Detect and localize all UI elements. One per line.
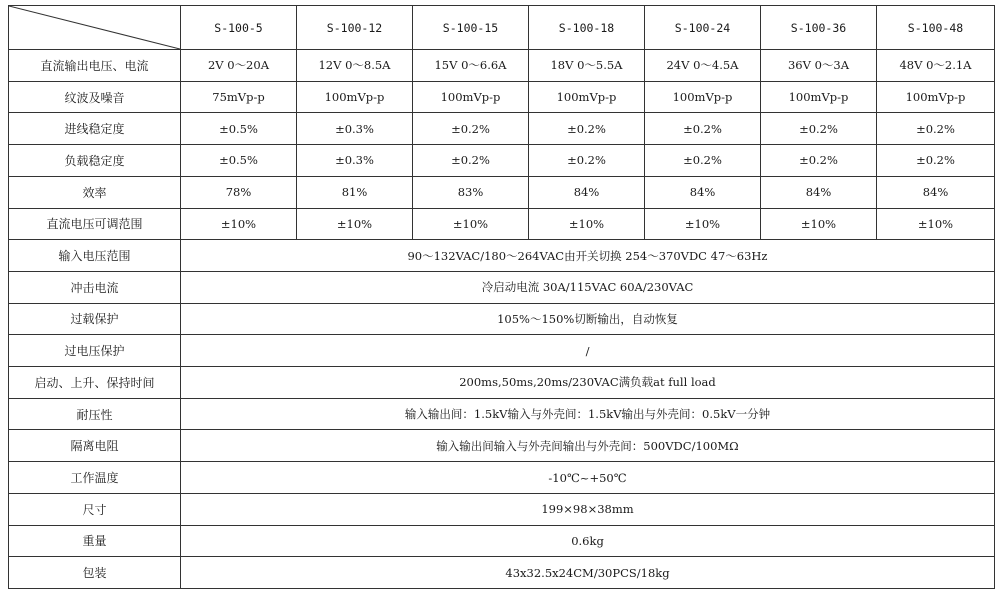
row-label: 过电压保护 bbox=[9, 335, 181, 367]
spec-value: ±10% bbox=[761, 208, 877, 240]
spec-value: 84% bbox=[529, 176, 645, 208]
spec-value: 24V 0～4.5A bbox=[645, 50, 761, 82]
model-header: S-100-18 bbox=[529, 6, 645, 50]
row-label: 效率 bbox=[9, 176, 181, 208]
common-value: 200ms,50ms,20ms/230VAC满负载at full load bbox=[181, 367, 995, 399]
spec-value: 100mVp-p bbox=[529, 81, 645, 113]
table-row bbox=[9, 176, 995, 208]
row-label: 冲击电流 bbox=[9, 271, 181, 303]
common-value: 冷启动电流 30A/115VAC 60A/230VAC bbox=[181, 271, 995, 303]
table-row bbox=[9, 303, 995, 335]
model-header: S-100-36 bbox=[761, 6, 877, 50]
spec-value: 15V 0～6.6A bbox=[413, 50, 529, 82]
spec-value: 36V 0～3A bbox=[761, 50, 877, 82]
row-label: 重量 bbox=[9, 525, 181, 557]
spec-value: 2V 0～20A bbox=[181, 50, 297, 82]
row-label: 尺寸 bbox=[9, 493, 181, 525]
table-row bbox=[9, 462, 995, 494]
row-label: 包装 bbox=[9, 557, 181, 589]
table-row bbox=[9, 398, 995, 430]
model-header: S-100-24 bbox=[645, 6, 761, 50]
row-label: 直流输出电压、电流 bbox=[9, 50, 181, 82]
spec-value: 84% bbox=[645, 176, 761, 208]
common-value: 105%～150%切断输出，自动恢复 bbox=[181, 303, 995, 335]
table-row bbox=[9, 493, 995, 525]
table-row bbox=[9, 335, 995, 367]
spec-value: ±10% bbox=[297, 208, 413, 240]
spec-value: ±0.2% bbox=[877, 145, 995, 177]
table-row bbox=[9, 367, 995, 399]
spec-value: ±0.2% bbox=[645, 145, 761, 177]
spec-value: ±0.2% bbox=[413, 113, 529, 145]
table-row bbox=[9, 525, 995, 557]
row-label: 耐压性 bbox=[9, 398, 181, 430]
common-value: / bbox=[181, 335, 995, 367]
table-row bbox=[9, 113, 995, 145]
spec-value: ±10% bbox=[877, 208, 995, 240]
spec-value: 100mVp-p bbox=[297, 81, 413, 113]
table-row bbox=[9, 430, 995, 462]
row-label: 纹波及噪音 bbox=[9, 81, 181, 113]
common-value: 199×98×38mm bbox=[181, 493, 995, 525]
row-label: 负载稳定度 bbox=[9, 145, 181, 177]
spec-value: ±0.2% bbox=[645, 113, 761, 145]
table-row bbox=[9, 240, 995, 272]
spec-value: ±0.2% bbox=[761, 145, 877, 177]
spec-value: ±0.2% bbox=[529, 113, 645, 145]
spec-value: ±0.3% bbox=[297, 113, 413, 145]
common-value: -10℃~+50℃ bbox=[181, 462, 995, 494]
table-row bbox=[9, 50, 995, 82]
row-label: 进线稳定度 bbox=[9, 113, 181, 145]
model-header: S-100-48 bbox=[877, 6, 995, 50]
spec-value: ±0.5% bbox=[181, 145, 297, 177]
spec-value: 100mVp-p bbox=[877, 81, 995, 113]
spec-value: 75mVp-p bbox=[181, 81, 297, 113]
spec-value: 48V 0～2.1A bbox=[877, 50, 995, 82]
common-value: 输入输出间输入与外壳间输出与外壳间：500VDC/100MΩ bbox=[181, 430, 995, 462]
spec-value: ±10% bbox=[645, 208, 761, 240]
spec-table bbox=[8, 5, 995, 589]
table-row bbox=[9, 271, 995, 303]
row-label: 启动、上升、保持时间 bbox=[9, 367, 181, 399]
spec-value: ±10% bbox=[529, 208, 645, 240]
spec-value: 18V 0～5.5A bbox=[529, 50, 645, 82]
common-value: 0.6kg bbox=[181, 525, 995, 557]
spec-value: 78% bbox=[181, 176, 297, 208]
row-label: 直流电压可调范围 bbox=[9, 208, 181, 240]
spec-value: 100mVp-p bbox=[761, 81, 877, 113]
row-label: 过载保护 bbox=[9, 303, 181, 335]
common-value: 43x32.5x24CM/30PCS/18kg bbox=[181, 557, 995, 589]
spec-value: ±10% bbox=[181, 208, 297, 240]
spec-value: 83% bbox=[413, 176, 529, 208]
diagonal-line bbox=[9, 6, 180, 49]
model-header: S-100-15 bbox=[413, 6, 529, 50]
table-row bbox=[9, 557, 995, 589]
spec-value: ±0.2% bbox=[529, 145, 645, 177]
spec-value: 100mVp-p bbox=[645, 81, 761, 113]
common-value: 90～132VAC/180～264VAC由开关切换 254～370VDC 47～63Hz bbox=[181, 240, 995, 272]
table-row bbox=[9, 208, 995, 240]
spec-value: ±0.2% bbox=[761, 113, 877, 145]
header-row bbox=[9, 6, 995, 50]
spec-value: ±0.5% bbox=[181, 113, 297, 145]
table-row bbox=[9, 145, 995, 177]
spec-value: 12V 0～8.5A bbox=[297, 50, 413, 82]
spec-value: 84% bbox=[877, 176, 995, 208]
common-value: 输入输出间：1.5kV输入与外壳间：1.5kV输出与外壳间：0.5kV一分钟 bbox=[181, 398, 995, 430]
spec-value: 100mVp-p bbox=[413, 81, 529, 113]
spec-value: 81% bbox=[297, 176, 413, 208]
corner-cell bbox=[9, 6, 181, 50]
table-row bbox=[9, 81, 995, 113]
spec-value: ±0.2% bbox=[877, 113, 995, 145]
spec-value: ±10% bbox=[413, 208, 529, 240]
row-label: 工作温度 bbox=[9, 462, 181, 494]
row-label: 输入电压范围 bbox=[9, 240, 181, 272]
spec-value: ±0.3% bbox=[297, 145, 413, 177]
row-label: 隔离电阻 bbox=[9, 430, 181, 462]
model-header: S-100-12 bbox=[297, 6, 413, 50]
spec-value: ±0.2% bbox=[413, 145, 529, 177]
model-header: S-100-5 bbox=[181, 6, 297, 50]
spec-value: 84% bbox=[761, 176, 877, 208]
